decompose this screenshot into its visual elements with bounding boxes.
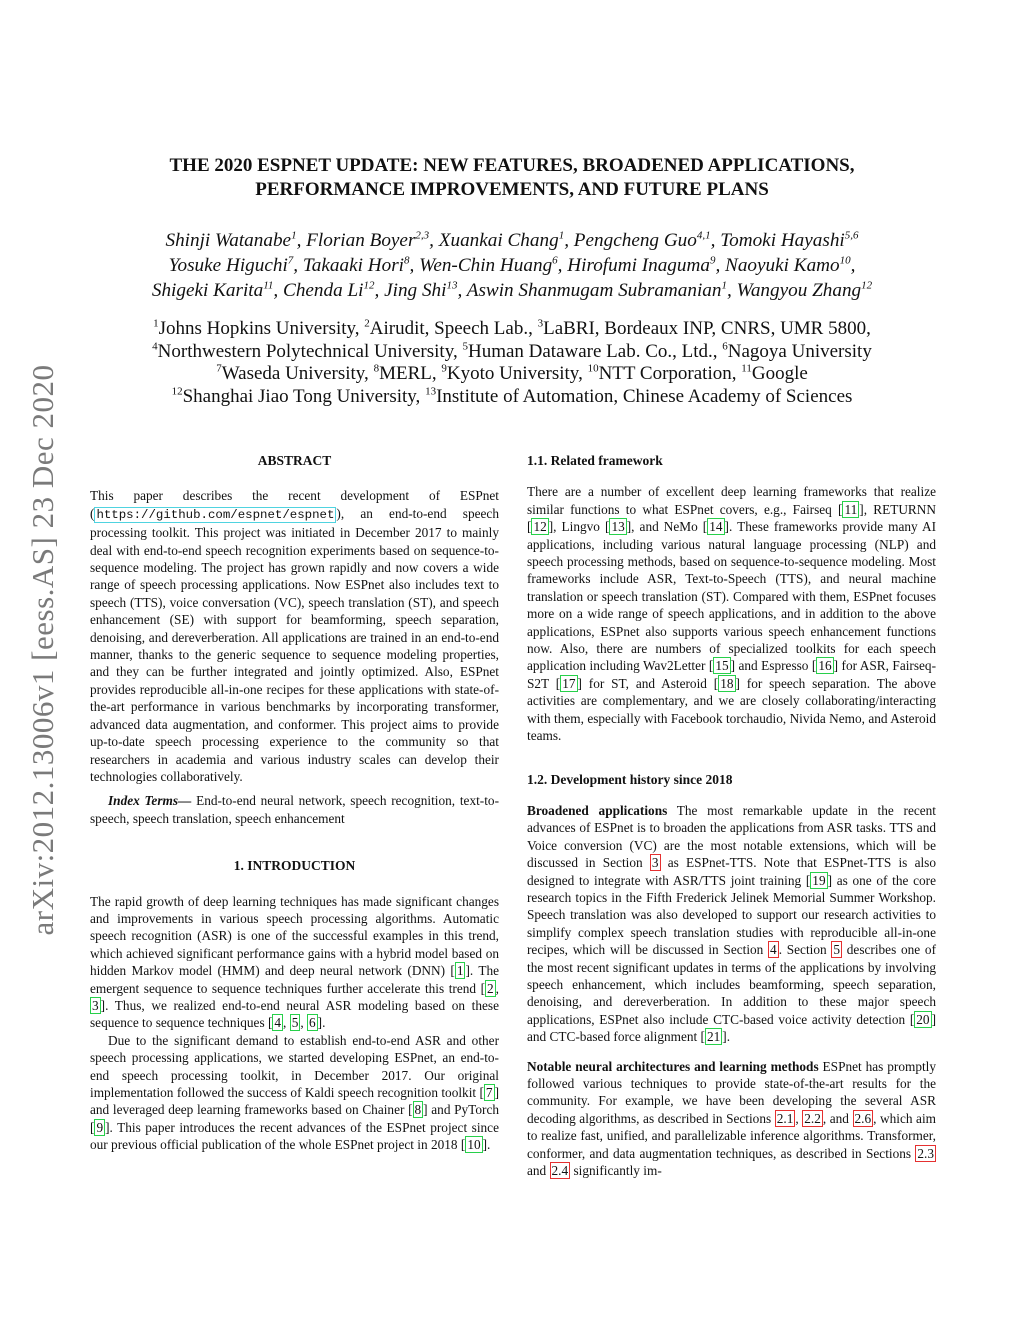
citation-link[interactable]: 16: [818, 658, 832, 674]
citation-link[interactable]: 12: [533, 519, 547, 535]
citation-link[interactable]: 2: [487, 980, 494, 996]
affiliation: Waseda University,: [221, 363, 374, 384]
affil-num: 10: [587, 362, 599, 375]
index-terms-label: Index Terms—: [108, 793, 192, 809]
affiliation: LaBRI, Bordeaux INP, CNRS, UMR 5800,: [543, 318, 871, 339]
affil-num: 11: [741, 362, 752, 375]
abstract-heading: ABSTRACT: [257, 453, 332, 468]
author: Pengcheng Guo: [573, 230, 697, 251]
section-ref-link[interactable]: 2.2: [804, 1110, 821, 1126]
title-line-1: THE 2020 ESPNET UPDATE: NEW FEATURES, BROADENED APPLICATIONS,: [169, 155, 855, 176]
affil-num: 3: [537, 317, 544, 330]
citation-link[interactable]: 4: [274, 1015, 282, 1031]
author-affil-sup: 1: [558, 229, 565, 242]
section-ref-link[interactable]: 2.6: [854, 1110, 872, 1126]
author: Aswin Shanmugam Subramanian: [466, 280, 722, 301]
affil-num: 1: [153, 317, 159, 330]
affiliation: Shanghai Jiao Tong University,: [182, 385, 426, 407]
author-affil-sup: 5,6: [844, 229, 859, 242]
citation-link[interactable]: 10: [467, 1137, 481, 1153]
author: Hirofumi Inaguma: [567, 255, 710, 276]
author-affil-sup: 11: [263, 279, 274, 292]
author-affil-sup: 12: [861, 279, 873, 292]
citation-link[interactable]: 21: [706, 1029, 721, 1045]
section-ref-link[interactable]: 2.1: [776, 1110, 794, 1126]
affiliation-list: [100, 318, 924, 408]
author-affil-sup: 12: [363, 279, 375, 292]
github-link[interactable]: https://github.com/espnet/espnet: [96, 507, 335, 522]
section-ref-link[interactable]: 2.3: [917, 1145, 934, 1161]
citation-link[interactable]: 14: [709, 519, 723, 535]
history-heading: 1.2. Development history since 2018: [527, 771, 733, 787]
title-line-2: PERFORMANCE IMPROVEMENTS, AND FUTURE PLANS: [255, 179, 769, 200]
index-terms: [90, 792, 499, 827]
right-column: [527, 452, 936, 1179]
affiliation: NTT Corporation,: [598, 363, 742, 384]
author: Jing Shi: [384, 280, 447, 301]
citation-link[interactable]: 6: [309, 1015, 316, 1031]
affiliation: Human Dataware Lab. Co., Ltd.,: [467, 340, 723, 362]
affiliation: Institute of Automation, Chinese Academy of Sciences: [436, 385, 853, 407]
affil-num: 7: [216, 362, 222, 375]
related-heading: 1.1. Related framework: [527, 453, 663, 468]
related-paragraph: There are a number of excellent deep learning frameworks that realize similar functions to what ESPnet covers, e.g., Fairseq [ 11 ], RETURNN [ 12 ], Lingvo [ 13 ], and NeMo [ 14 ]. These frameworks provide many AI applications, including various natural language processing (NLP) and speech processing methods, based on sequence-to-sequence modeling. Most frameworks include ASR, Text-to-Speech (TTS), and neural machine translation or speech translation (ST). Compared with them, ESPnet focuses more on a wide range of speech applications, and in addition to the above applications, ESPnet also supports various speech enhancement functions now. Also, there are numbers of specialized toolkits for each speech application including Wav2Letter [ 15 ] and Espresso [ 16 ] for ASR, Fairseq-S2T [ 17 ] for ST, and Asteroid [ 18 ] for speech separation. The above activities are complementary, and we are closely collaborating/interacting with them, especially with Facebook torchaudio, Nivida Nemo, and Asteroid teams.: [527, 484, 937, 744]
affiliation: Airudit, Speech Lab.,: [369, 318, 538, 339]
citation-link[interactable]: 17: [562, 675, 576, 691]
author: Yosuke Higuchi: [168, 255, 288, 276]
intro-heading: 1. INTRODUCTION: [233, 858, 356, 874]
left-column: [90, 452, 499, 1154]
author-affil-sup: 13: [446, 279, 458, 292]
affil-num: 6: [722, 340, 728, 353]
affil-num: 9: [441, 362, 447, 375]
author-list: Shinji Watanabe$^1$, Florian Boyer$^{2,3}$, Xuankai Chang$^1$, Pengcheng Guo$^{4,1}$, Tomoki Hayashi$^{5,6}$ Yosuke Higuchi$^7$, Takaaki Hori$^8$, Wen-Chin Huang$^6$, Hirofumi Inaguma$^9$, Naoyuki Kamo$^{10}$, Shigeki Karita$^{11}$, Chenda Li$^{12}$, Jing Shi$^{13}$, Aswin Shanmugam Subramanian$^1$, Wangyou Zhang$^{12}$: [151, 229, 873, 301]
affil-num: 5: [462, 340, 468, 353]
author-affil-sup: 8: [404, 254, 410, 267]
author-affil-sup: 6: [552, 254, 558, 267]
citation-link[interactable]: 13: [611, 519, 625, 535]
affil-num: 4: [152, 340, 158, 353]
broadened-paragraph: Broadened applications The most remarkable update in the recent advances of ESPnet is to broaden the applications from ASR tasks. TTS and Voice conversion (VC) are the most notable extensions, which will be discussed in Section 3 as ESPnet-TTS. Note that ESPnet-TTS is also designed to integrate with ASR/TTS joint training [ 19 ] as one of the core research topics in the Fifth Frederick Jelinek Memorial Summer Workshop. Speech translation was also developed to support our research activities to simplify complex speech translation studies with reproducible all-in-one recipes, which will be discussed in Section 4 . Section 5 describes one of the most recent significant updates in terms of the applications by involving speech enhancement, which includes beamforming, speech separation, denoising, and dereverberation. In addition to these major speech applications, ESPnet also include CTC-based voice activity detection [ 20 ] and CTC-based force alignment [ 21 ].: [527, 802, 937, 1045]
author: Naoyuki Kamo: [725, 255, 840, 276]
arxiv-side-stamp: [18, 340, 68, 960]
author: Xuankai Chang: [438, 230, 559, 251]
author-affil-sup: 4,1: [696, 229, 711, 242]
author: Wen-Chin Huang: [419, 255, 553, 276]
author: Shigeki Karita: [151, 280, 264, 301]
citation-link[interactable]: 15: [715, 658, 729, 674]
affiliation: Nagoya University: [727, 340, 872, 362]
intro-paragraph-2: Due to the significant demand to establish end-to-end ASR and other speech processing applications, we started developing ESPnet, an end-to-end speech processing toolkit, in December 2017. Our original implementation followed the success of Kaldi speech recognition toolkit [ 7 ] and leveraged deep learning frameworks based on Chainer [ 8 ] and PyTorch [ 9 ]. This paper introduces the recent advances of the ESPnet project since our previous official publication of the whole ESPnet project in 2018 [ 10 ].: [90, 1032, 500, 1153]
paper-title: [110, 154, 914, 202]
affiliation: Google: [751, 363, 808, 384]
author-affil-sup: 1: [721, 279, 727, 292]
index-terms-text: End-to-end neural network, speech recognition, text-to-speech, speech translation, speech enhancement: [90, 793, 500, 826]
intro-paragraph-1: The rapid growth of deep learning techniques has made significant changes and improvements in various speech processing algorithms. Automatic speech recognition (ASR) is one of the successful examples in this trend, which achieved significant performance gains with a hybrid model based on hidden Markov model (HMM) and deep neural network (DNN) [ 1 ]. The emergent sequence to sequence techniques further accelerate this trend [ 2 , 3 ]. Thus, we realized end-to-end neural ASR modeling based on these sequence to sequence techniques [ 4 , 5 , 6 ].: [90, 893, 500, 1031]
citation-link[interactable]: 8: [414, 1102, 422, 1118]
affiliation: Kyoto University,: [446, 363, 588, 384]
citation-link[interactable]: 19: [812, 872, 826, 888]
affil-num: 2: [364, 317, 370, 330]
citation-link[interactable]: 20: [916, 1011, 930, 1027]
section-ref-link[interactable]: 2.4: [551, 1163, 569, 1179]
broadened-label: Broadened applications: [527, 802, 668, 818]
author: Shinji Watanabe: [165, 230, 292, 251]
arxiv-id[interactable]: arXiv:2012.13006v1 [eess.AS] 23 Dec 2020: [25, 364, 60, 936]
abstract-text: [90, 487, 499, 785]
affil-num: 8: [373, 362, 380, 375]
citation-link[interactable]: 9: [96, 1119, 104, 1135]
abstract-pre: This paper describes the recent development of ESPnet (: [90, 488, 499, 521]
citation-link[interactable]: 18: [720, 675, 734, 691]
citation-link[interactable]: 5: [291, 1015, 299, 1031]
citation-link[interactable]: 1: [456, 963, 464, 979]
affil-num: 12: [171, 385, 183, 398]
author: Wangyou Zhang: [736, 280, 862, 301]
author-affil-sup: 1: [291, 229, 297, 242]
author: Chenda Li: [283, 280, 364, 301]
author: Florian Boyer: [306, 230, 416, 251]
affiliation: Johns Hopkins University,: [158, 318, 365, 339]
author: Tomoki Hayashi: [720, 230, 845, 251]
affiliation: Northwestern Polytechnical University,: [157, 340, 463, 362]
author-affil-sup: 7: [287, 254, 294, 267]
section-ref-link[interactable]: 4: [770, 942, 777, 958]
affil-num: 13: [425, 385, 437, 398]
notable-paragraph: Notable neural architectures and learning methods ESPnet has promptly followed various techniques to provide state-of-the-art results for the community. For example, we have been developing the several ASR decoding algorithms, as described in Sections 2.1 , 2.2 , and 2.6 , which aim to realize fast, unified, and parallelizable inference algorithms. Transformer, conformer, and data augmentation techniques, as described in Sections 2.3 and 2.4 significantly im-: [527, 1058, 937, 1179]
citation-link[interactable]: 3: [92, 997, 99, 1013]
section-ref-link[interactable]: 5: [833, 942, 841, 958]
author: Takaaki Hori: [302, 255, 404, 276]
citation-link[interactable]: 11: [844, 501, 858, 517]
citation-link[interactable]: 7: [485, 1085, 493, 1100]
abstract-post: ), an end-to-end speech processing toolkit. This project was initiated in December 2017 to mainly deal with end-to-end speech recognition experiments based on sequence-to-sequence modeling. The project has grown rapidly and now covers a wide range of speech processing applications. Now ESPnet also includes text to speech (TTS), voice conversation (VC), speech translation (ST), and speech enhancement (SE) with support for beamforming, speech separation, denoising, and dereverberation. All applications are trained in an end-to-end manner, thanks to the generic sequence to sequence modeling properties, and they can be further integrated and jointly optimized. Also, ESPnet provides reproducible all-in-one recipes for these applications with state-of-the-art performance in various benchmarks by incorporating transformer, advanced data augmentation, and conformer. This project aims to provide up-to-date speech processing experience to the community so that researchers in academia and various industry scales can develop their technologies collaboratively.: [90, 505, 499, 784]
affiliation: MERL,: [379, 363, 442, 384]
notable-label: Notable neural architectures and learning methods: [527, 1058, 819, 1074]
author-affil-sup: 2,3: [415, 229, 430, 242]
author-affil-sup: 9: [709, 254, 716, 267]
section-ref-link[interactable]: 3: [651, 855, 659, 871]
author-affil-sup: 10: [839, 254, 851, 267]
